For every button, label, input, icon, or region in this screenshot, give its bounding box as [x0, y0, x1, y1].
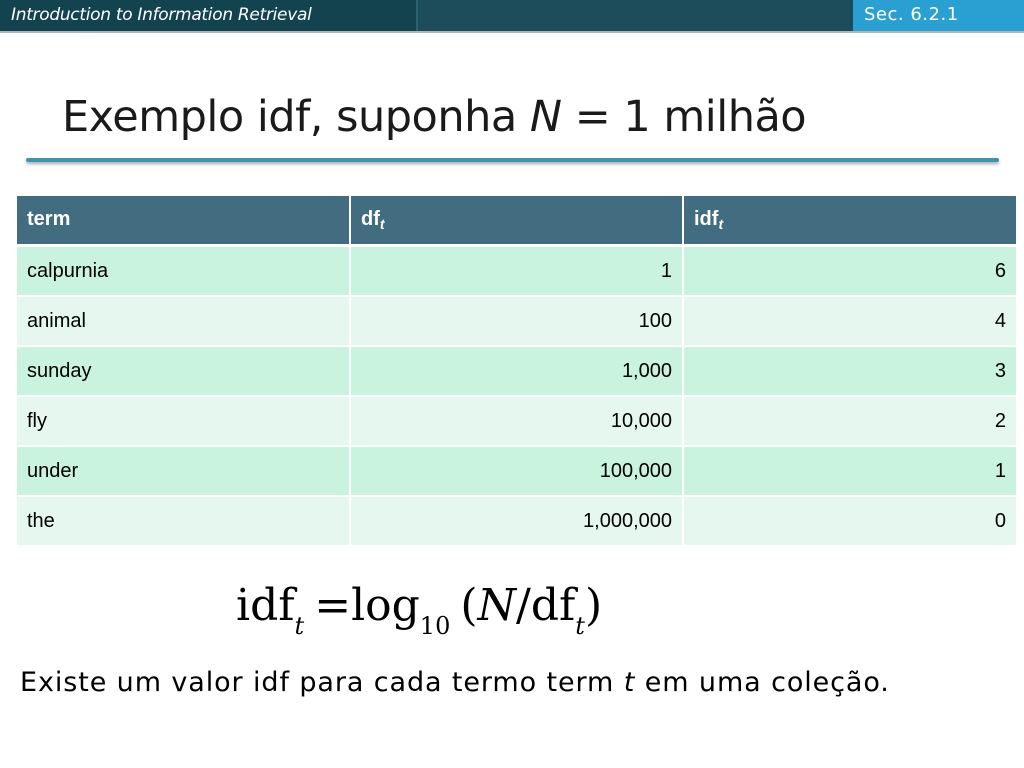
formula-df: df	[530, 580, 576, 631]
title-prefix: Exemplo idf, suponha	[62, 92, 530, 142]
slide-title	[62, 92, 806, 142]
cell-df: 10,000	[350, 396, 683, 446]
formula-lhs: idf	[236, 580, 295, 631]
header-term: term	[17, 196, 350, 246]
cell-idf: 6	[683, 246, 1016, 297]
formula-equals: =	[314, 580, 352, 631]
idf-table	[17, 196, 1016, 547]
cell-idf: 2	[683, 396, 1016, 446]
formula-log: log	[351, 580, 420, 631]
course-title-box	[0, 0, 418, 31]
formula-close-paren: )	[584, 580, 603, 631]
cell-idf: 3	[683, 346, 1016, 396]
cell-term: sunday	[17, 346, 350, 396]
idf-formula	[236, 580, 602, 640]
cell-df: 1,000	[350, 346, 683, 396]
cell-term: under	[17, 446, 350, 496]
cell-term: the	[17, 496, 350, 546]
note-variable: t	[623, 667, 636, 698]
title-divider	[26, 158, 999, 162]
table-row	[17, 296, 1016, 346]
section-badge	[853, 0, 1024, 31]
section-label: Sec. 6.2.1	[864, 4, 959, 25]
cell-idf: 1	[683, 446, 1016, 496]
cell-df: 100,000	[350, 446, 683, 496]
table-row	[17, 396, 1016, 446]
formula-open-paren: (	[460, 580, 478, 631]
cell-df: 1,000,000	[350, 496, 683, 546]
cell-df: 1	[350, 246, 683, 297]
formula-slash: /	[516, 580, 531, 631]
formula-df-sub: t	[575, 612, 585, 640]
course-title: Introduction to Information Retrieval	[11, 5, 312, 25]
formula-lhs-sub: t	[294, 612, 305, 640]
note-after: em uma coleção.	[635, 667, 890, 698]
formula-log-base: 10	[419, 612, 451, 640]
title-suffix: = 1 milhão	[561, 92, 807, 142]
header-df: $df_t$	[350, 196, 683, 246]
cell-term: calpurnia	[17, 246, 350, 297]
table-row	[17, 346, 1016, 396]
cell-idf: 4	[683, 296, 1016, 346]
cell-idf: 0	[683, 496, 1016, 546]
header-bar	[0, 0, 1024, 33]
cell-df: 100	[350, 296, 683, 346]
table-row	[17, 446, 1016, 496]
title-variable: N	[529, 92, 562, 142]
explanation-text	[20, 667, 890, 698]
note-before: Existe um valor idf para cada termo term	[20, 667, 624, 698]
table-row	[17, 246, 1016, 297]
cell-term: fly	[17, 396, 350, 446]
cell-term: animal	[17, 296, 350, 346]
formula-n: N	[477, 580, 517, 631]
table-row	[17, 496, 1016, 546]
header-idf: idf$_t$	[683, 196, 1016, 246]
table-header-row	[17, 196, 1016, 246]
